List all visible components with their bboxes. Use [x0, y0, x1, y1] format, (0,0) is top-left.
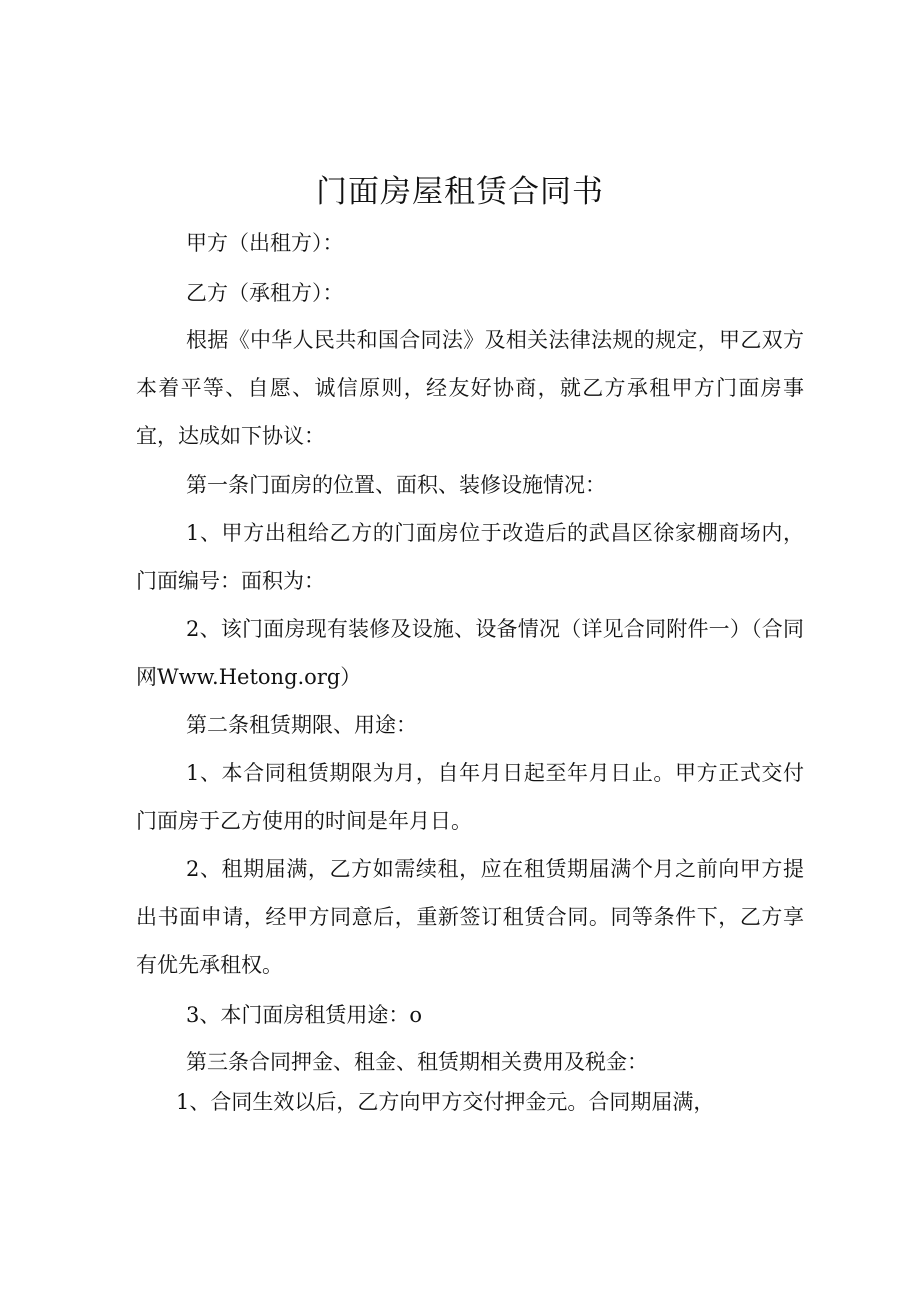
article-3-clause-1: 1、合同生效以后，乙方向甲方交付押金元。合同期届满，	[176, 1090, 715, 1114]
article-1-heading: 第一条门面房的位置、面积、装修设施情况：	[186, 473, 606, 497]
article-1-clause-1: 1、甲方出租给乙方的门面房位于改造后的武昌区徐家棚商场内，门面编号：面积为：	[136, 521, 804, 593]
article-2-heading: 第二条租赁期限、用途：	[186, 713, 417, 737]
article-2-clause-1: 1、本合同租赁期限为月，自年月日起至年月日止。甲方正式交付门面房于乙方使用的时间是年月日。	[136, 761, 804, 833]
preamble-paragraph: 根据《中华人民共和国合同法》及相关法律法规的规定，甲乙双方本着平等、自愿、诚信原则，经友好协商，就乙方承租甲方门面房事宜，达成如下协议：	[136, 328, 804, 448]
party-a-line: 甲方（出租方）：	[186, 231, 344, 255]
article-2-clause-3: 3、本门面房租赁用途：o	[186, 1003, 423, 1027]
party-b-line: 乙方（承租方）：	[186, 281, 344, 305]
article-3-heading: 第三条合同押金、租金、租赁期相关费用及税金：	[186, 1050, 648, 1074]
article-1-clause-2: 2、该门面房现有装修及设施、设备情况（详见合同附件一）（合同网Www.Hetong.org）	[136, 617, 804, 689]
document-title: 门面房屋租赁合同书	[316, 174, 604, 210]
article-2-clause-2: 2、租期届满，乙方如需续租，应在租赁期届满个月之前向甲方提出书面申请，经甲方同意后，重新签订租赁合同。同等条件下，乙方享有优先承租权。	[136, 857, 804, 977]
